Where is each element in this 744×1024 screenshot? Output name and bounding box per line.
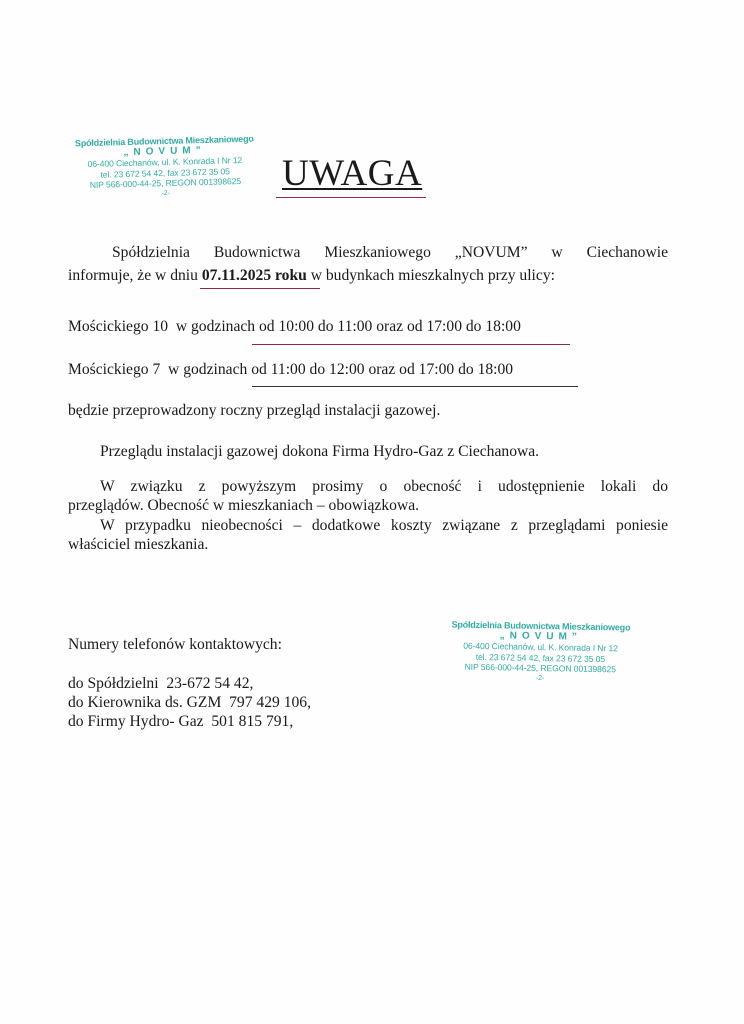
- schedule-row: [68, 318, 521, 336]
- schedule-hours: od 10:00 do 11:00 oraz od 17:00 do 18:00: [259, 318, 521, 335]
- schedule-pen-underline: [252, 344, 570, 345]
- document-title: UWAGA: [282, 153, 423, 194]
- stamp-name: Spółdzielnia Budownictwa Mieszkaniowego: [451, 619, 631, 633]
- contact-phone: 23-672 54 42,: [166, 675, 254, 692]
- schedule-hours: od 11:00 do 12:00 oraz od 17:00 do 18:00: [251, 361, 514, 378]
- stamp-brand: „NOVUM”: [123, 144, 206, 158]
- contact-item: [68, 713, 293, 731]
- contact-label: do Spółdzielni: [68, 675, 159, 692]
- inspection-date: 07.11.2025 roku: [201, 267, 307, 284]
- date-pen-underline: [200, 288, 320, 289]
- contact-item: [68, 694, 311, 712]
- contact-item: [68, 675, 253, 693]
- inspection-text: będzie przeprowadzony roczny przegląd instalacji gazowej.: [68, 402, 441, 419]
- stamp-phones: tel. 23 672 54 42, fax 23 672 35 05: [100, 165, 230, 180]
- intro-prefix: informuje, że w dniu: [68, 267, 202, 284]
- stamp-mark: -2-: [535, 674, 545, 682]
- contact-label: do Firmy Hydro- Gaz: [68, 713, 204, 730]
- schedule-address: Mościckiego 7: [68, 361, 161, 378]
- stamp-brand: „NOVUM”: [499, 629, 582, 643]
- stamp-name: Spółdzielnia Budownictwa Mieszkaniowego: [74, 133, 254, 149]
- schedule-address: Mościckiego 10: [68, 318, 169, 335]
- contact-phone: 501 815 791,: [211, 713, 294, 730]
- intro-line-1: Spółdzielnia Budownictwa Mieszkaniowego „NOVUM” w Ciechanowie: [112, 244, 668, 261]
- notice-p1-line2: przeglądów. Obecność w mieszkaniach – obowiązkowa.: [68, 497, 420, 514]
- stamp-address: 06-400 Ciechanów, ul. K. Konrada I Nr 12: [463, 640, 618, 654]
- stamp-address: 06-400 Ciechanów, ul. K. Konrada I Nr 12: [87, 154, 243, 170]
- contact-label: do Kierownika ds. GZM: [68, 694, 222, 711]
- notice-p1-line1: W związku z powyższym prosimy o obecność i udostępnienie lokali do: [100, 478, 668, 495]
- cooperative-stamp-top: [54, 133, 276, 202]
- notice-p2-line2: właściciel mieszkania.: [68, 536, 209, 553]
- schedule-label: w godzinach: [175, 318, 256, 335]
- contractor-text: Przeglądu instalacji gazowej dokona Firma Hydro-Gaz z Ciechanowa.: [100, 443, 540, 460]
- cooperative-stamp-bottom: [447, 619, 633, 685]
- notice-p2-line1: W przypadku nieobecności – dodatkowe koszty związane z przeglądami poniesie: [100, 517, 668, 534]
- intro-line-2: [68, 267, 555, 285]
- stamp-ids: NIP 566-000-44-25, REGON 001398625: [464, 661, 616, 675]
- schedule-label: w godzinach: [168, 361, 248, 378]
- title-pen-underline: [276, 197, 426, 198]
- stamp-ids: NIP 566-000-44-25, REGON 001398625: [89, 176, 242, 190]
- contacts-heading: Numery telefonów kontaktowych:: [68, 636, 282, 653]
- schedule-pen-underline: [252, 386, 578, 387]
- stamp-phones: tel. 23 672 54 42, fax 23 672 35 05: [475, 651, 606, 664]
- schedule-row: [68, 361, 513, 379]
- contact-phone: 797 429 106,: [229, 694, 311, 711]
- intro-suffix: w budynkach mieszkalnych przy ulicy:: [306, 267, 555, 284]
- stamp-mark: -2-: [161, 189, 171, 197]
